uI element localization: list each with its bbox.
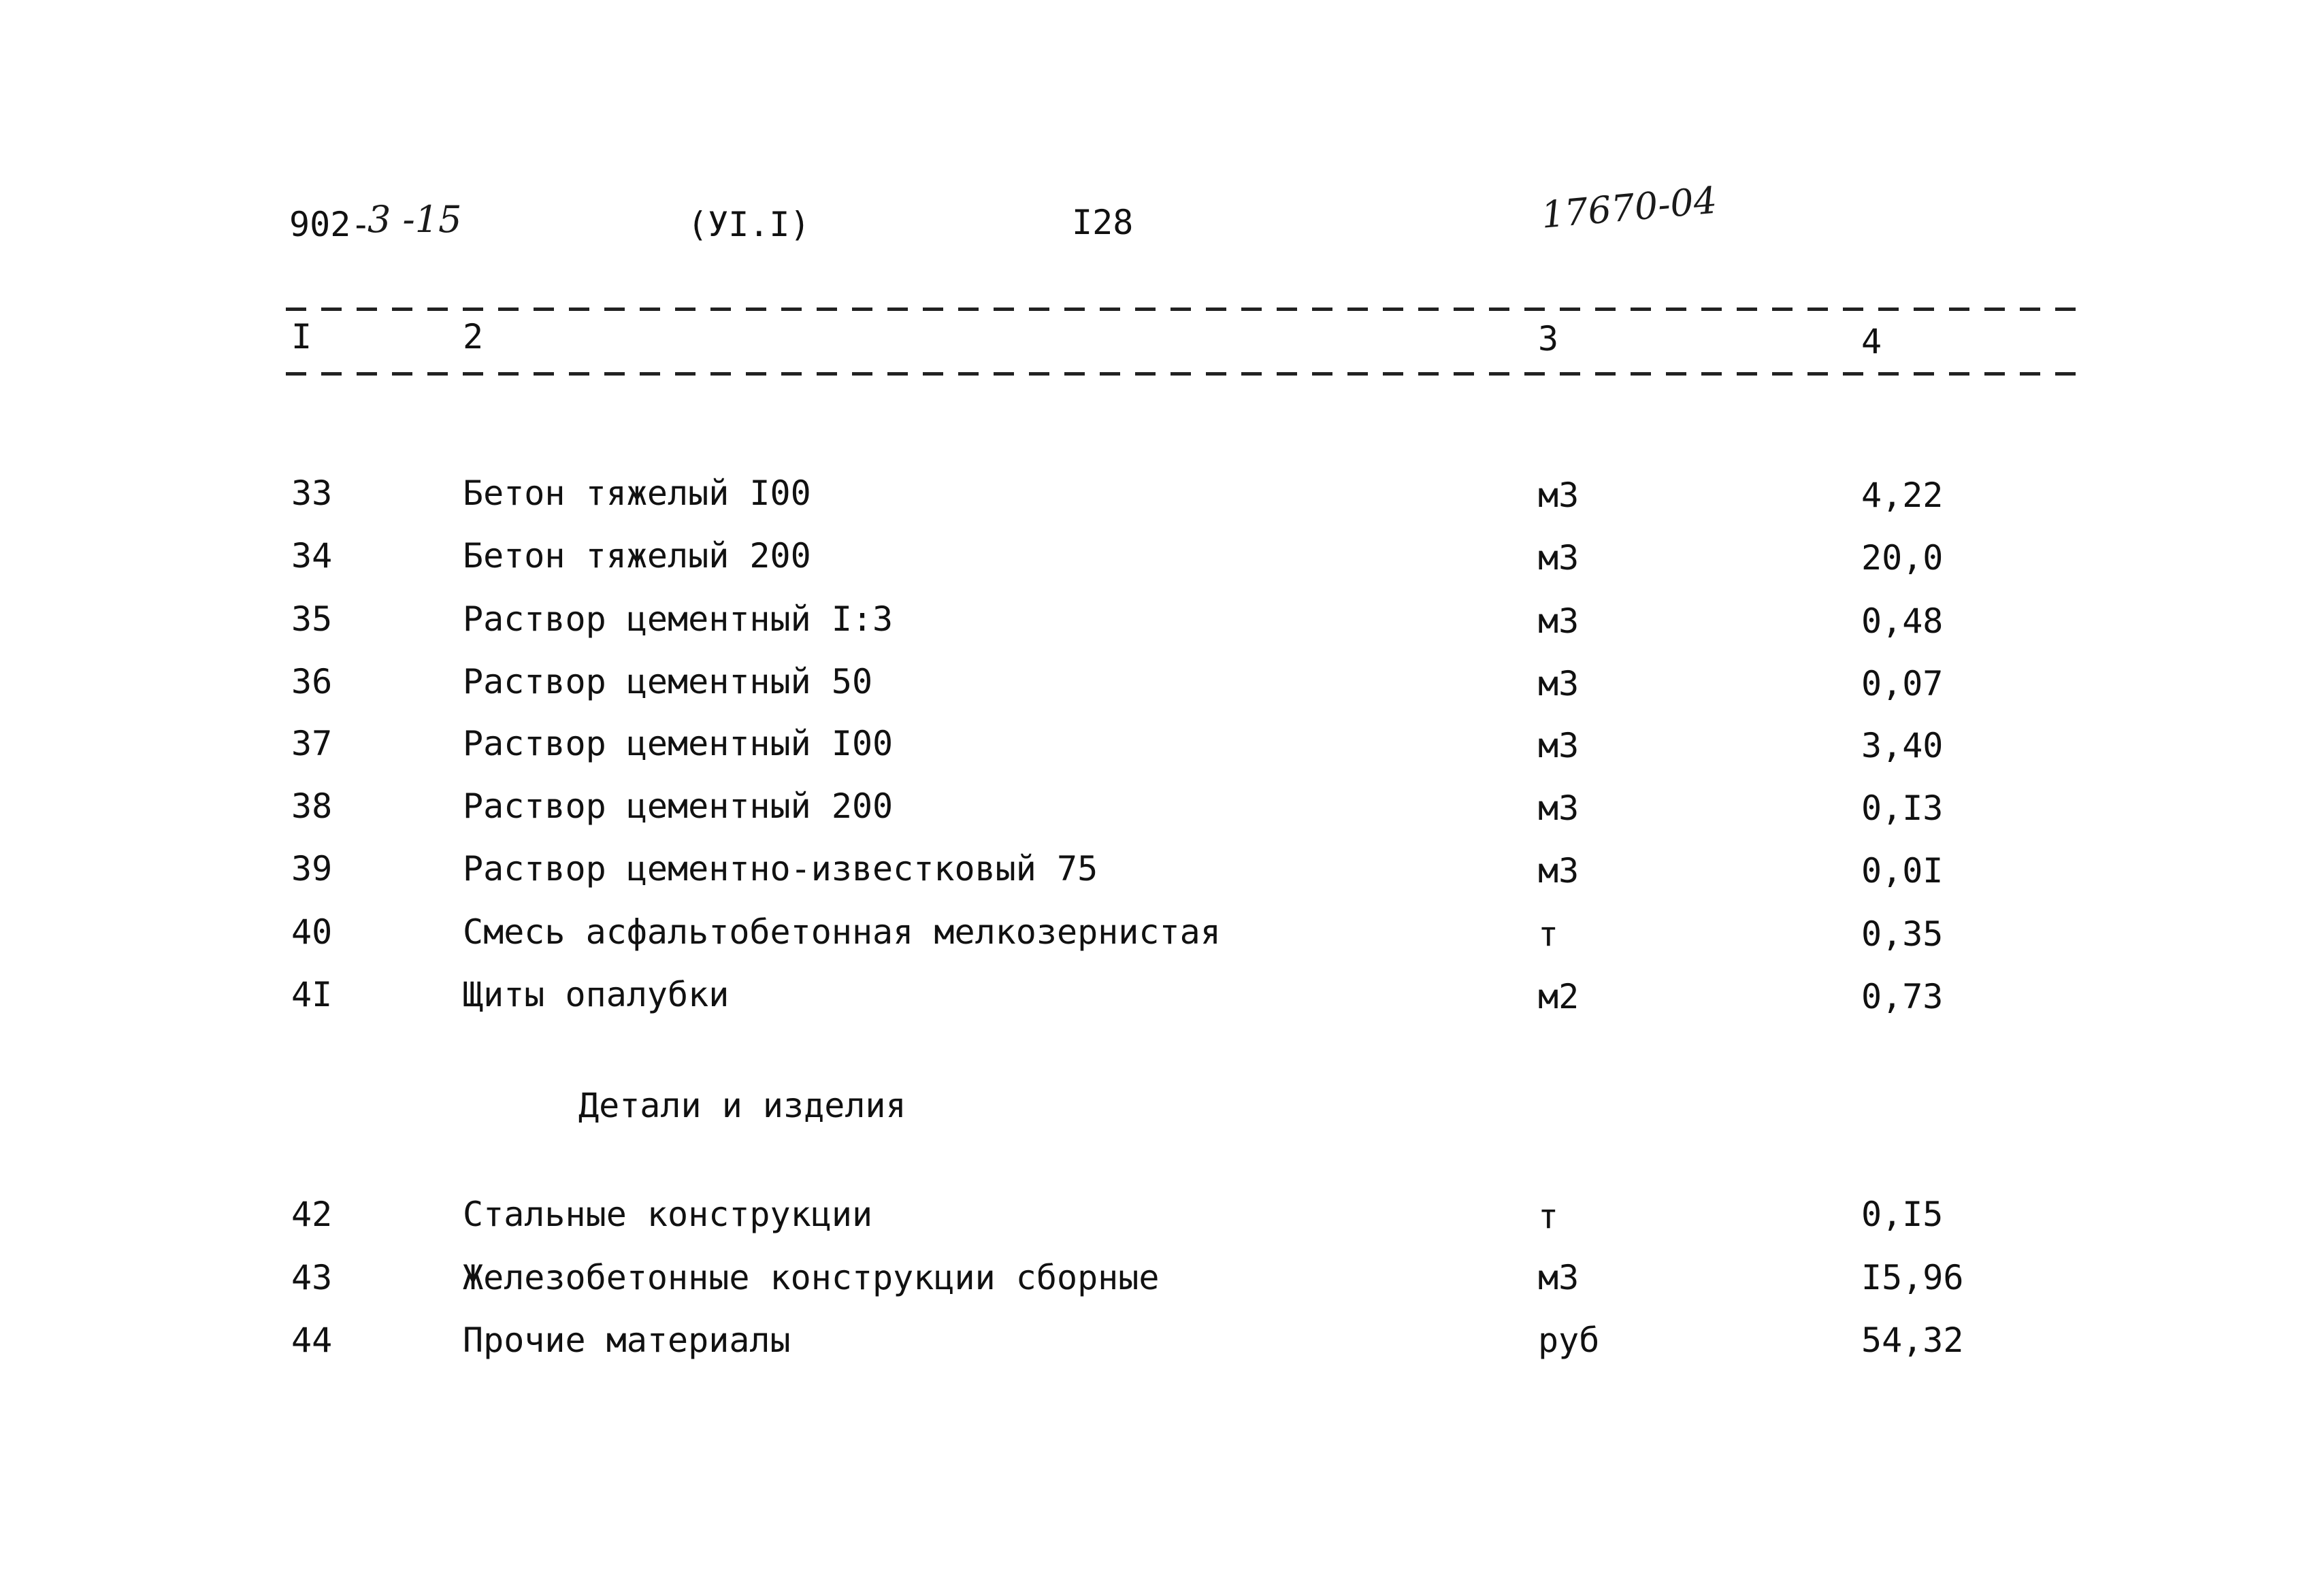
row-unit: м3 [1538, 664, 1580, 703]
row-unit: м3 [1538, 538, 1580, 578]
row-quantity: 0,35 [1861, 914, 1944, 954]
row-name: Стальные конструкции [463, 1195, 873, 1234]
row-number: 4I [291, 975, 333, 1014]
row-quantity: 0,I5 [1861, 1195, 1944, 1234]
page-number: I28 [1072, 203, 1134, 242]
row-unit: м3 [1538, 788, 1580, 828]
inventory-number-handwritten: 17670-04 [1539, 178, 1719, 237]
row-number: 34 [291, 536, 333, 576]
row-unit: м3 [1538, 476, 1580, 515]
row-name: Бетон тяжелый I00 [463, 474, 811, 513]
row-name: Раствор цементный I00 [463, 724, 894, 763]
table-top-rule [286, 308, 2082, 311]
column-header-4: 4 [1861, 322, 1882, 361]
row-number: 38 [291, 786, 333, 826]
row-name: Раствор цементный 50 [463, 662, 873, 701]
section-title: Детали и изделия [578, 1086, 906, 1125]
row-name: Раствор цементный 200 [463, 786, 894, 826]
row-quantity: 20,0 [1861, 538, 1944, 578]
row-number: 42 [291, 1195, 333, 1234]
section-number: (УI.I) [687, 205, 811, 244]
column-header-3: 3 [1538, 319, 1559, 359]
document-code-printed: 902- [289, 205, 372, 244]
row-number: 40 [291, 912, 333, 952]
row-quantity: 4,22 [1861, 476, 1944, 515]
row-unit: м3 [1538, 601, 1580, 641]
row-unit: т [1538, 1197, 1559, 1236]
row-quantity: 0,07 [1861, 664, 1944, 703]
row-number: 37 [291, 724, 333, 763]
row-number: 39 [291, 849, 333, 889]
row-unit: м3 [1538, 851, 1580, 891]
row-name: Прочие материалы [463, 1321, 791, 1360]
document-code-handwritten: 3 -15 [367, 198, 462, 241]
column-header-1: I [291, 317, 312, 356]
row-number: 44 [291, 1321, 333, 1360]
row-unit: м3 [1538, 1258, 1580, 1297]
row-number: 33 [291, 474, 333, 513]
column-header-2: 2 [463, 317, 484, 356]
row-quantity: 54,32 [1861, 1321, 1964, 1360]
row-number: 36 [291, 662, 333, 701]
row-quantity: 0,I3 [1861, 788, 1944, 828]
row-name: Щиты опалубки [463, 975, 730, 1014]
row-unit: м2 [1538, 977, 1580, 1016]
row-name: Раствор цементный I:3 [463, 599, 894, 639]
row-name: Железобетонные конструкции сборные [463, 1258, 1160, 1297]
row-name: Бетон тяжелый 200 [463, 536, 811, 576]
row-name: Раствор цементно-известковый 75 [463, 849, 1098, 889]
row-quantity: 0,0I [1861, 851, 1944, 891]
row-unit: м3 [1538, 726, 1580, 765]
row-name: Смесь асфальтобетонная мелкозернистая [463, 912, 1221, 952]
row-quantity: 0,73 [1861, 977, 1944, 1016]
row-number: 43 [291, 1258, 333, 1297]
row-number: 35 [291, 599, 333, 639]
row-unit: руб [1538, 1321, 1600, 1360]
row-quantity: I5,96 [1861, 1258, 1964, 1297]
row-quantity: 0,48 [1861, 601, 1944, 641]
row-unit: т [1538, 914, 1559, 954]
row-quantity: 3,40 [1861, 726, 1944, 765]
table-header-rule [286, 372, 2082, 376]
